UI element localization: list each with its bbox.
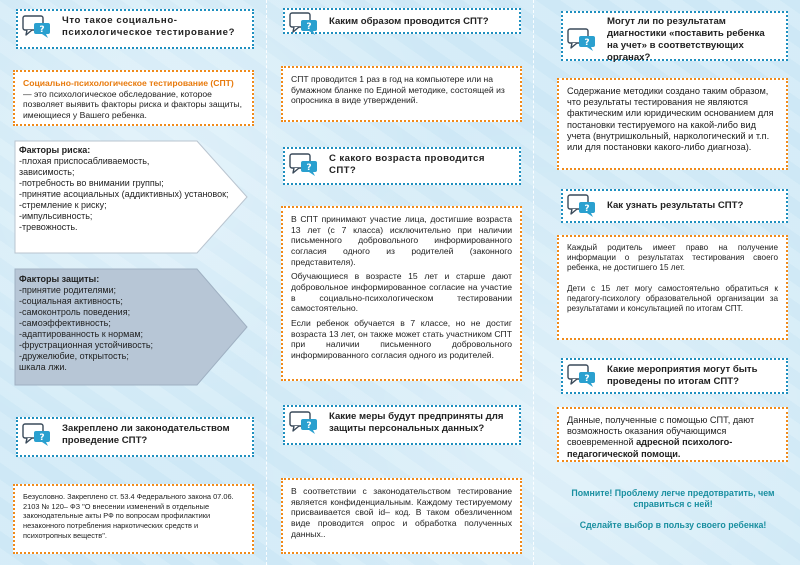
protective-factors-list [19, 274, 224, 373]
personal-data-answer [281, 478, 522, 554]
answer-paragraph: Дети с 15 лет могу самостоятельно обратиться к педагогу-психологу образовательной организации за результатами и консультацией по итогам СПТ. [567, 283, 778, 313]
risk-item: -плохая приспосабливаемость, [19, 155, 150, 166]
svg-text:?: ? [39, 25, 45, 35]
question-personal-data [283, 405, 521, 445]
answer-paragraph: Каждый родитель имеет право на получение информации о результатах тестирования своего ребенка, не достигшего 15 лет. [567, 243, 778, 273]
answer-paragraph: Если ребенок обучается в 7 классе, но не достиг возраста 13 лет, он также может стать участником СПТ при наличии письменного добровольного информированного согласия одного из родителей. [291, 317, 512, 360]
svg-text:?: ? [584, 204, 590, 214]
question-title: Каким образом проводится СПТ? [329, 16, 489, 27]
question-title: Как узнать результаты СПТ? [607, 200, 744, 211]
svg-text:?: ? [584, 374, 590, 384]
chat-bubble-question-icon [22, 14, 52, 40]
answer-paragraph: Обучающиеся в возрасте 15 лет и старше дают добровольное информированное согласие на участие в социально-психологическом тестировании самостоятельно. [291, 271, 512, 314]
protective-item: -дружелюбие, открытость; [19, 350, 129, 361]
law-answer-box [13, 484, 254, 554]
protective-item: -фрустрационная устойчивость; [19, 339, 154, 350]
answer-paragraph: В СПТ принимают участие лица, достигшие возраста 13 лет (с 7 класса) исключительно при наличии письменного добровольного информированного согласия одного из родителей (законного представителя). [291, 214, 512, 267]
results-answer [557, 235, 788, 340]
chat-bubble-question-icon [22, 422, 52, 448]
definition-term: Социально-психологическое тестирование (СПТ) [23, 78, 234, 88]
risk-item: -тревожность. [19, 221, 78, 232]
answer-highlight: адресной психолого-педагогической помощи. [567, 437, 733, 459]
chat-bubble-question-icon [567, 193, 597, 219]
chat-bubble-question-icon [567, 363, 597, 389]
risk-item: -импульсивность; [19, 210, 93, 221]
chat-bubble-question-icon [567, 27, 597, 53]
footer-call-to-action: Сделайте выбор в пользу своего ребенка! [579, 520, 767, 530]
question-results [561, 189, 788, 223]
protective-item: шкала лжи. [19, 361, 67, 372]
protective-item: -социальная активность; [19, 295, 123, 306]
protective-item: -принятие родителями; [19, 284, 117, 295]
how-conducted-answer [281, 66, 522, 122]
question-title: Закреплено ли законодательством проведение СПТ? [62, 423, 230, 446]
question-law [16, 417, 254, 457]
risk-item: -принятие асоциальных (аддиктивных) установок; [19, 188, 229, 199]
question-title: Какие мероприятия могут быть проведены по итогам СПТ? [607, 364, 758, 387]
chat-bubble-question-icon [289, 11, 319, 33]
question-title: Что такое социально-психологическое тестирование? [62, 15, 236, 38]
question-what-is-spt [16, 9, 254, 49]
risk-factors-title: Факторы риска: [19, 145, 91, 155]
svg-text:?: ? [584, 37, 590, 48]
risk-item: -стремление к риску; [19, 199, 107, 210]
question-measures [561, 358, 788, 394]
question-title: Могут ли по результатам диагностики «поставить ребенка на учет» в соответствующих органах? [607, 16, 765, 63]
answer-text: В соответствии с законодательством тестирование является конфиденциальным. Каждому тестируемому присваивается свой id– код. В таком обезличенном виде проводится опрос и обработка полученных данных.. [291, 486, 512, 539]
age-answer [281, 206, 522, 381]
question-title: С какого возраста проводится СПТ? [329, 153, 485, 176]
question-title: Какие меры будут предприняты для защиты персональных данных? [329, 411, 504, 434]
protective-item: -самоэффективность; [19, 317, 111, 328]
answer-text: Содержание методики создано таким образом, что результаты тестирования не являются фактическим или юридическим основанием для постановки тестируемого на какой-либо вид учета (внутришкольный, наркологический и т.п. или для постановки какого-либо диагноза). [567, 86, 774, 153]
footer-reminder: Помните! Проблему легче предотвратить, чем справиться с ней! [571, 488, 775, 510]
risk-item: -потребность во внимании группы; [19, 177, 164, 188]
question-how-conducted [283, 8, 521, 34]
chat-bubble-question-icon [289, 152, 319, 178]
protective-item: -адаптированность к нормам; [19, 328, 144, 339]
question-age [283, 147, 521, 185]
protective-factors-title: Факторы защиты: [19, 274, 100, 284]
law-answer-text: Безусловно. Закреплено ст. 53.4 Федерального закона 07.06. 2103 № 120– ФЗ "О внесении изменений в отдельные законодательные акты РФ по вопросам профилактики незаконного потребления наркотических средств и психотропных веществ". [23, 492, 234, 540]
svg-text:?: ? [306, 163, 312, 173]
chat-bubble-question-icon [289, 410, 319, 436]
registration-answer [557, 78, 788, 170]
svg-text:?: ? [306, 22, 312, 32]
definition-box [13, 70, 254, 126]
answer-text: СПТ проводится 1 раз в год на компьютере или на бумажном бланке по Единой методике, состоящей из опросника в виде утверждений. [291, 74, 505, 106]
question-registration [561, 11, 788, 61]
svg-text:?: ? [306, 421, 312, 431]
fold-line-2 [533, 0, 534, 565]
definition-text: — это психологическое обследование, которое позволяет выявить факторы риска и факторы защиты, имеющиеся у Вашего ребенка. [23, 88, 242, 120]
protective-item: -самоконтроль поведения; [19, 306, 131, 317]
svg-text:?: ? [39, 433, 45, 443]
fold-line-1 [266, 0, 267, 565]
measures-answer [557, 407, 788, 462]
risk-item: зависимость; [19, 166, 75, 177]
risk-factors-list [19, 145, 229, 233]
answer-text: Данные, полученные с помощью СПТ, дают возможность оказания обучающимся своевременной [567, 415, 755, 448]
